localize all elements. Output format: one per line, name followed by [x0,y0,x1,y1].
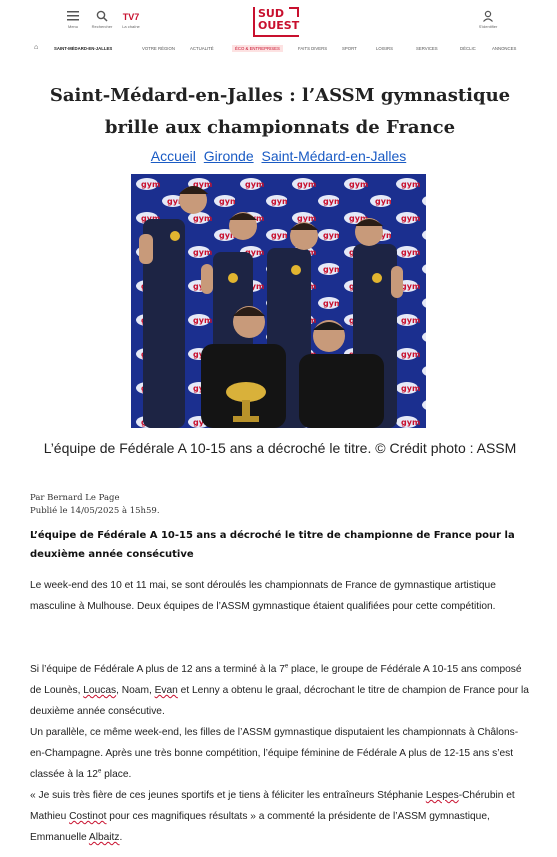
breadcrumb-accueil[interactable]: Accueil [150,148,196,164]
tv7-link[interactable] [113,10,149,30]
byline [30,492,160,518]
team-photo-illustration [131,174,426,428]
author: Par Bernard Le Page [30,493,120,503]
logo-line-1: SUD [258,7,284,20]
nav-item-sport[interactable]: SPORT [342,46,357,51]
menu-label: Menu [67,24,78,29]
paragraph-1: Le week-end des 10 et 11 mai, se sont déroulés les championnats de France de gymnastique artistique masculine à Mulhouse. Deux équipes de l’ASSM gymnastique étaient qualifiées pour cette compétition. [30,580,496,612]
article-lead: L’équipe de Fédérale A 10-15 ans a décroché le titre de championne de France pour la deuxième année consécutive [30,530,515,560]
user-icon [470,10,506,24]
nav-item-actualite[interactable]: ACTUALITÉ [190,46,214,51]
search-label: Rechercher [91,24,113,29]
sud-ouest-logo[interactable] [250,6,302,38]
logo-line-2: OUEST [258,19,300,32]
article-photo [131,174,426,428]
nav-item-annonces[interactable]: ANNONCES [492,46,517,51]
nav-item-eco-entreprises[interactable]: ÉCO & ENTREPRISES [232,45,283,52]
paragraph-3: Un parallèle, ce même week-end, les filles de l’ASSM gymnastique disputaient les championnats à Châlons-en-Champagne. Après une très bonne compétition, l’équipe féminine de Fédérale A plus de 12-15 ans s’est classée à la 12e place. [30,727,519,780]
tv7-logo: TV7 [122,12,140,22]
account-label: S'identifier [478,24,498,29]
nav-item-services[interactable]: SERVICES [416,46,438,51]
home-icon[interactable]: ⌂ [34,44,39,51]
breadcrumb-saint-medard[interactable]: Saint-Médard-en-Jalles [261,148,407,164]
tv7-sub-label: La chaîne [122,24,140,29]
nav-item-faits-divers[interactable]: FAITS DIVERS [298,46,328,51]
breadcrumb-gironde[interactable]: Gironde [203,148,254,164]
breadcrumb [0,148,557,164]
paragraph-2: Si l’équipe de Fédérale A plus de 12 ans a terminé à la 7e place, le groupe de Fédérale A 10-15 ans composé de Lounès, Loucas, Noam, Evan et Lenny a obtenu le graal, décrochant le titre de champion de France pour la deuxième année consécutive. [30,663,529,717]
publish-date: Publié le 14/05/2025 à 15h59. [30,506,160,516]
nav-item-loisirs[interactable]: LOISIRS [376,46,393,51]
nav-item-saint-medard[interactable]: SAINT-MÉDARD-EN-JALLES [54,46,113,51]
nav-item-votre-region[interactable]: VOTRE RÉGION [142,46,175,51]
article-headline: Saint-Médard-en-Jalles : l’ASSM gymnastique brille aux championnats de France [49,85,511,138]
photo-caption: L’équipe de Fédérale A 10-15 ans a décroché le titre. © Crédit photo : ASSM [43,440,517,456]
account-button[interactable] [470,10,506,30]
paragraph-4-quote: « Je suis très fière de ces jeunes sportifs et je tiens à féliciter les entraîneurs Stéphanie Lespes-Chérubin et Mathieu Costinot pour ces magnifiques résultats » a commenté la présidente de l’ASSM gymnastique, Emmanuelle Albaitz. [30,790,515,843]
top-bar [0,0,557,40]
nav-item-declic[interactable]: DÉCLIC [460,46,476,51]
section-nav [30,44,530,54]
